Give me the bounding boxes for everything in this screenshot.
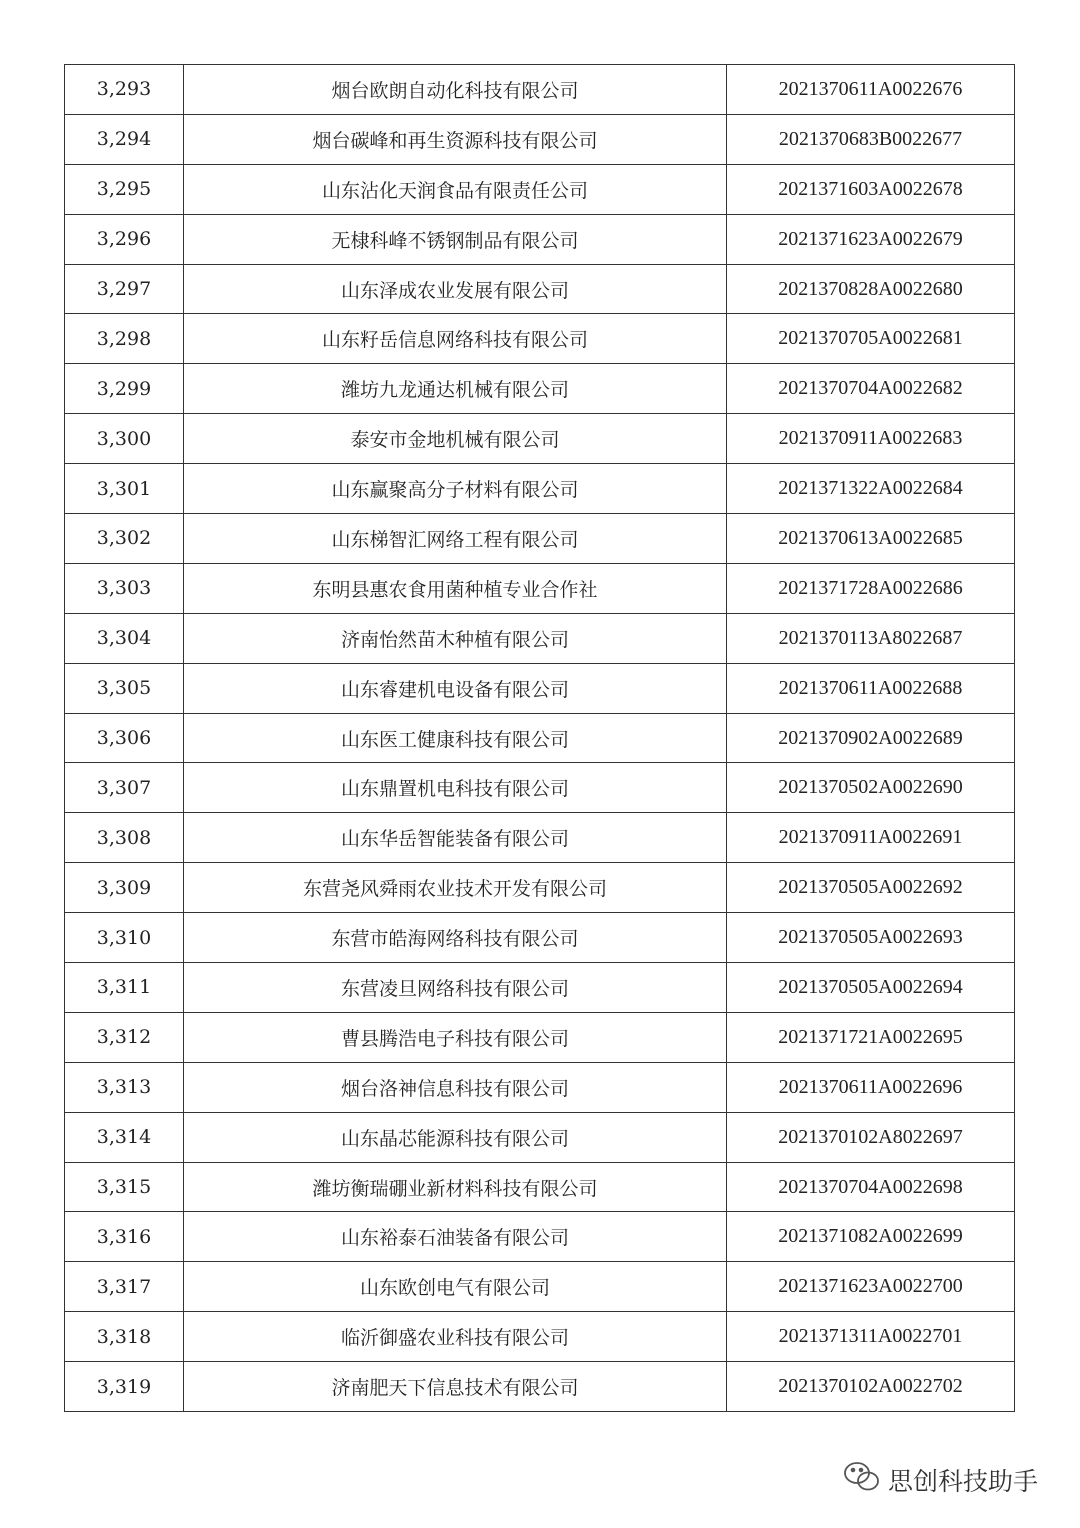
table-row: [65, 1012, 1015, 1062]
registration-code: 2021370611A0022696: [727, 1062, 1015, 1112]
table-row: [65, 1312, 1015, 1362]
company-name: 山东赢聚高分子材料有限公司: [184, 464, 727, 514]
table-row: [65, 114, 1015, 164]
row-number: 3,308: [65, 813, 184, 863]
company-name: 烟台欧朗自动化科技有限公司: [184, 65, 727, 115]
table-row: [65, 65, 1015, 115]
registration-code: 2021370683B0022677: [727, 114, 1015, 164]
company-name: 山东沾化天润食品有限责任公司: [184, 164, 727, 214]
company-name: 山东裕泰石油装备有限公司: [184, 1212, 727, 1262]
table-row: [65, 414, 1015, 464]
company-name: 山东医工健康科技有限公司: [184, 713, 727, 763]
registration-code: 2021370505A0022693: [727, 913, 1015, 963]
table-row: [65, 1112, 1015, 1162]
company-name: 山东鼎置机电科技有限公司: [184, 763, 727, 813]
table-row: [65, 763, 1015, 813]
row-number: 3,299: [65, 364, 184, 414]
table-row: [65, 1062, 1015, 1112]
company-name: 山东欧创电气有限公司: [184, 1262, 727, 1312]
row-number: 3,304: [65, 613, 184, 663]
table-row: [65, 1162, 1015, 1212]
row-number: 3,310: [65, 913, 184, 963]
registration-code: 2021371311A0022701: [727, 1312, 1015, 1362]
table-row: [65, 613, 1015, 663]
company-name: 曹县腾浩电子科技有限公司: [184, 1012, 727, 1062]
company-name: 济南怡然苗木种植有限公司: [184, 613, 727, 663]
table-row: [65, 264, 1015, 314]
company-name: 烟台碳峰和再生资源科技有限公司: [184, 114, 727, 164]
table-row: [65, 663, 1015, 713]
registration-code: 2021370902A0022689: [727, 713, 1015, 763]
registration-code: 2021370102A0022702: [727, 1362, 1015, 1412]
table-row: [65, 1212, 1015, 1262]
registration-code: 2021371623A0022700: [727, 1262, 1015, 1312]
registration-code: 2021371623A0022679: [727, 214, 1015, 264]
table-row: [65, 1362, 1015, 1412]
table-body: [65, 65, 1015, 1412]
row-number: 3,294: [65, 114, 184, 164]
row-number: 3,307: [65, 763, 184, 813]
row-number: 3,297: [65, 264, 184, 314]
table-row: [65, 863, 1015, 913]
row-number: 3,309: [65, 863, 184, 913]
company-name: 山东泽成农业发展有限公司: [184, 264, 727, 314]
registration-code: 2021370113A8022687: [727, 613, 1015, 663]
table-row: [65, 713, 1015, 763]
registration-code: 2021371082A0022699: [727, 1212, 1015, 1262]
watermark-text: 思创科技助手: [888, 1467, 1039, 1496]
registration-code: 2021370102A8022697: [727, 1112, 1015, 1162]
company-name: 泰安市金地机械有限公司: [184, 414, 727, 464]
row-number: 3,311: [65, 963, 184, 1013]
wechat-icon: [842, 1460, 882, 1500]
row-number: 3,316: [65, 1212, 184, 1262]
registration-code: 2021370502A0022690: [727, 763, 1015, 813]
company-name: 山东华岳智能装备有限公司: [184, 813, 727, 863]
registration-code: 2021370705A0022681: [727, 314, 1015, 364]
row-number: 3,312: [65, 1012, 184, 1062]
registration-code: 2021371603A0022678: [727, 164, 1015, 214]
table-row: [65, 364, 1015, 414]
row-number: 3,313: [65, 1062, 184, 1112]
company-name: 临沂御盛农业科技有限公司: [184, 1312, 727, 1362]
row-number: 3,296: [65, 214, 184, 264]
company-table: [64, 64, 1015, 1412]
registration-code: 2021370704A0022698: [727, 1162, 1015, 1212]
company-name: 烟台洛神信息科技有限公司: [184, 1062, 727, 1112]
table-row: [65, 464, 1015, 514]
company-name: 东营市皓海网络科技有限公司: [184, 913, 727, 963]
registration-code: 2021370911A0022691: [727, 813, 1015, 863]
row-number: 3,314: [65, 1112, 184, 1162]
row-number: 3,305: [65, 663, 184, 713]
company-name: 东营凌旦网络科技有限公司: [184, 963, 727, 1013]
table-row: [65, 314, 1015, 364]
registration-code: 2021370611A0022676: [727, 65, 1015, 115]
table-row: [65, 214, 1015, 264]
registration-code: 2021370611A0022688: [727, 663, 1015, 713]
row-number: 3,303: [65, 563, 184, 613]
registration-code: 2021371721A0022695: [727, 1012, 1015, 1062]
registration-code: 2021371322A0022684: [727, 464, 1015, 514]
row-number: 3,317: [65, 1262, 184, 1312]
table-row: [65, 164, 1015, 214]
company-name: 山东籽岳信息网络科技有限公司: [184, 314, 727, 364]
company-name: 济南肥天下信息技术有限公司: [184, 1362, 727, 1412]
company-name: 山东晶芯能源科技有限公司: [184, 1112, 727, 1162]
table-row: [65, 1262, 1015, 1312]
row-number: 3,319: [65, 1362, 184, 1412]
table-row: [65, 813, 1015, 863]
row-number: 3,293: [65, 65, 184, 115]
watermark: [842, 1460, 1038, 1500]
company-name: 山东睿建机电设备有限公司: [184, 663, 727, 713]
registration-code: 2021370911A0022683: [727, 414, 1015, 464]
table-row: [65, 563, 1015, 613]
registration-code: 2021370704A0022682: [727, 364, 1015, 414]
table-row: [65, 963, 1015, 1013]
table-row: [65, 913, 1015, 963]
company-name: 山东梯智汇网络工程有限公司: [184, 514, 727, 564]
company-name: 潍坊九龙通达机械有限公司: [184, 364, 727, 414]
row-number: 3,301: [65, 464, 184, 514]
registration-code: 2021370828A0022680: [727, 264, 1015, 314]
row-number: 3,298: [65, 314, 184, 364]
row-number: 3,295: [65, 164, 184, 214]
company-name: 东明县惠农食用菌种植专业合作社: [184, 563, 727, 613]
table-row: [65, 514, 1015, 564]
company-name: 东营尧风舜雨农业技术开发有限公司: [184, 863, 727, 913]
registration-code: 2021371728A0022686: [727, 563, 1015, 613]
company-name: 潍坊衡瑞硼业新材料科技有限公司: [184, 1162, 727, 1212]
row-number: 3,300: [65, 414, 184, 464]
row-number: 3,302: [65, 514, 184, 564]
row-number: 3,315: [65, 1162, 184, 1212]
row-number: 3,318: [65, 1312, 184, 1362]
registration-code: 2021370505A0022694: [727, 963, 1015, 1013]
company-name: 无棣科峰不锈钢制品有限公司: [184, 214, 727, 264]
registration-code: 2021370613A0022685: [727, 514, 1015, 564]
registration-code: 2021370505A0022692: [727, 863, 1015, 913]
row-number: 3,306: [65, 713, 184, 763]
